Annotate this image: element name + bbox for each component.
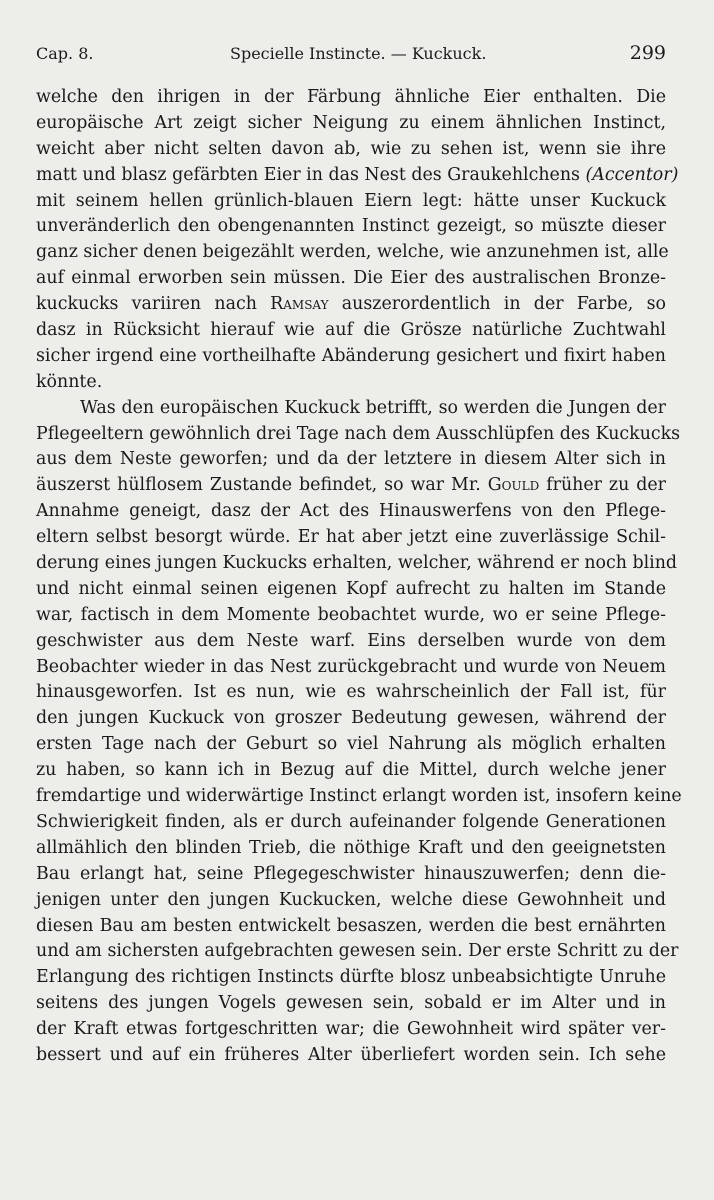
text-line: bessert und auf ein früheres Alter überliefert worden sein. Ich sehe — [36, 1044, 666, 1065]
text-line: sicher irgend eine vortheilhafte Abänderung gesichert und fixirt haben — [36, 345, 666, 366]
text-line: unveränderlich den obengenannten Instinct gezeigt, so müszte dieser — [36, 216, 666, 237]
text-line: geschwister aus dem Neste warf. Eins derselben wurde von dem — [36, 630, 666, 651]
text-line: matt und blasz gefärbten Eier in das Nest des Graukehlchens (Accentor) — [36, 164, 679, 185]
text-line: Schwierigkeit finden, als er durch aufeinander folgende Generationen — [36, 811, 666, 832]
text-line: mit seinem hellen grünlich-blauen Eiern legt: hätte unser Kuckuck — [36, 190, 666, 211]
text-line: könnte. — [36, 371, 103, 392]
text-line: und am sichersten aufgebrachten gewesen sein. Der erste Schritt zu der — [36, 941, 679, 962]
text-line: Was den europäischen Kuckuck betrifft, so werden die Jungen der — [80, 397, 666, 418]
text-line: Pflegeeltern gewöhnlich drei Tage nach dem Ausschlüpfen des Kuckucks — [36, 423, 681, 444]
body-text — [36, 85, 682, 1069]
running-header — [36, 42, 666, 72]
text-line: europäische Art zeigt sicher Neigung zu einem ähnlichen Instinct, — [36, 112, 666, 133]
text-line: jenigen unter den jungen Kuckucken, welche diese Gewohnheit und — [36, 889, 666, 910]
chapter-label: Cap. 8. — [36, 44, 94, 63]
text-line: eltern selbst besorgt würde. Er hat aber jetzt eine zuverlässige Schil- — [36, 527, 666, 548]
text-line: Annahme geneigt, dasz der Act des Hinauswerfens von den Pflege- — [36, 501, 666, 522]
text-line: und nicht einmal seinen eigenen Kopf aufrecht zu halten im Stande — [36, 578, 666, 599]
text-line: äuszerst hülflosem Zustande befindet, so war Mr. Gould früher zu der — [36, 475, 666, 496]
text-line: den jungen Kuckuck von groszer Bedeutung gewesen, während der — [36, 708, 666, 729]
page-number: 299 — [629, 42, 666, 64]
text-line: allmählich den blinden Trieb, die nöthige Kraft und den geeignetsten — [36, 837, 666, 858]
text-line: war, factisch in dem Momente beobachtet wurde, wo er seine Pflege- — [36, 604, 666, 625]
text-line: aus dem Neste geworfen; und da der letztere in diesem Alter sich in — [36, 449, 666, 470]
text-line: ersten Tage nach der Geburt so viel Nahrung als möglich erhalten — [36, 734, 666, 755]
text-line: Beobachter wieder in das Nest zurückgebracht und wurde von Neuem — [36, 656, 666, 677]
text-line: ganz sicher denen beigezählt werden, welche, wie anzunehmen ist, alle — [36, 242, 669, 263]
text-line: welche den ihrigen in der Färbung ähnliche Eier enthalten. Die — [36, 87, 666, 107]
text-line: auf einmal erworben sein müssen. Die Eier des australischen Bronze- — [36, 268, 666, 289]
text-line: fremdartige und widerwärtige Instinct erlangt worden ist, insofern keine — [36, 786, 682, 807]
text-line: Bau erlangt hat, seine Pflegegeschwister hinauszuwerfen; denn die- — [36, 863, 666, 884]
text-line: hinausgeworfen. Ist es nun, wie es wahrscheinlich der Fall ist, für — [36, 682, 666, 703]
text-line: weicht aber nicht selten davon ab, wie zu sehen ist, wenn sie ihre — [36, 138, 666, 159]
text-line: Erlangung des richtigen Instincts dürfte blosz unbeabsichtigte Unruhe — [36, 967, 666, 988]
running-title: Specielle Instincte. — Kuckuck. — [230, 44, 487, 63]
text-line: zu haben, so kann ich in Bezug auf die Mittel, durch welche jener — [36, 760, 666, 781]
text-line: seitens des jungen Vogels gewesen sein, sobald er im Alter und in — [36, 993, 666, 1014]
text-line: der Kraft etwas fortgeschritten war; die Gewohnheit wird später ver- — [36, 1019, 666, 1040]
text-line: derung eines jungen Kuckucks erhalten, welcher, während er noch blind — [36, 553, 678, 574]
text-line: dasz in Rücksicht hierauf wie auf die Grösze natürliche Zuchtwahl — [36, 320, 666, 341]
text-line: kuckucks variiren nach Ramsay auszerordentlich in der Farbe, so — [36, 294, 666, 315]
text-line: diesen Bau am besten entwickelt besaszen, werden die best ernährten — [36, 915, 666, 936]
